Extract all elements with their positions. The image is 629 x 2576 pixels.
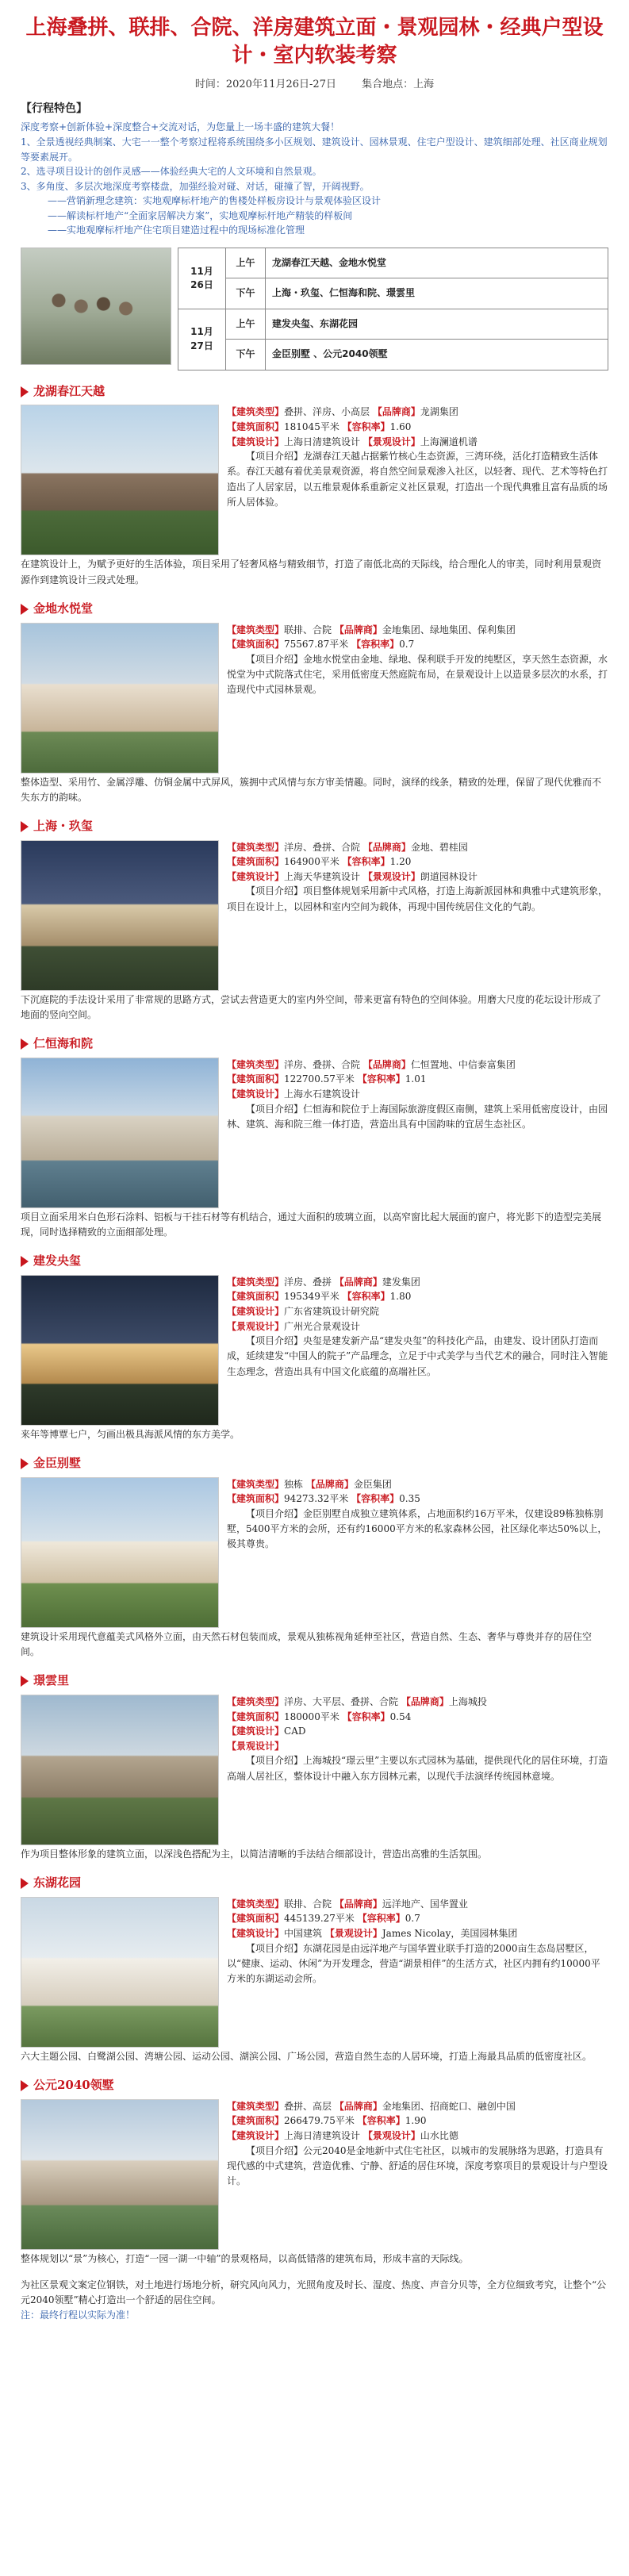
project-intro: 【项目介绍】仁恒海和院位于上海国际旅游度假区南侧，建筑上采用低密度设计，由园林、建筑、海和院三维一体打造，营造出具有中国韵味的宜居生态社区。 — [227, 1103, 608, 1130]
info-key: 【品牌商】 — [334, 1276, 382, 1288]
info-line — [227, 1289, 608, 1304]
page-title: 上海叠拼、联排、合院、洋房建筑立面・景观园林・经典户型设计・室内软装考察 — [25, 16, 604, 68]
project-more: 建筑设计采用现代意蕴美式风格外立面，由天然石材包装而成，景观从独栋视角延伸至社区，营造自然、生态、奢华与尊贵并存的居住空间。 — [21, 1630, 593, 1658]
project-body — [21, 405, 608, 555]
info-key: 【建筑设计】 — [227, 1726, 285, 1737]
project-more: 作为项目整体形象的建筑立面，以深浅色搭配为主，以简洁清晰的手法结合细部设计，营造出高雅的生活氛围。 — [21, 1848, 488, 1860]
info-value: 445139.27平米 — [284, 1913, 355, 1925]
project-section — [21, 818, 608, 1023]
info-key: 【建筑类型】 — [227, 1898, 285, 1910]
info-value: 1.01 — [405, 1073, 427, 1085]
info-key: 【建筑设计】 — [227, 436, 285, 447]
project-info — [227, 840, 608, 991]
info-line — [227, 1724, 608, 1739]
group-photo — [21, 248, 171, 365]
schedule-row — [178, 278, 608, 309]
project-name: 仁恒海和院 — [33, 1036, 94, 1051]
info-key: 【建筑面积】 — [227, 1493, 285, 1505]
project-name: 东湖花园 — [33, 1875, 82, 1891]
project-body — [21, 1695, 608, 1845]
project-heading — [21, 1455, 608, 1472]
info-value: 75567.87平米 — [284, 639, 349, 651]
info-line — [227, 840, 608, 855]
info-key: 【建筑设计】 — [227, 870, 285, 882]
schedule-text: 金臣别墅 、公元2040领墅 — [266, 340, 608, 370]
info-value: 金地集团、招商蛇口、融创中国 — [382, 2100, 516, 2112]
info-key: 【建筑面积】 — [227, 639, 285, 651]
info-line — [227, 435, 608, 450]
info-value: 朗道园林设计 — [420, 870, 478, 882]
info-line — [227, 1087, 608, 1102]
project-body — [21, 1275, 608, 1426]
project-more: 六大主题公园、白鹭湖公园、湾塘公园、运动公园、湖滨公园、广场公园，营造自然生态的人居环境，打造上海最具品质的低密度社区。 — [21, 2050, 593, 2062]
project-heading — [21, 1253, 608, 1270]
info-value: 山水比德 — [420, 2130, 458, 2142]
info-value: 洋房、叠拼、合院 — [284, 841, 361, 853]
info-key: 【容积率】 — [342, 420, 390, 432]
project-name: 金地水悦堂 — [33, 601, 94, 616]
info-value: 叠拼、洋房、小高层 — [284, 406, 370, 418]
info-key: 【建筑类型】 — [227, 841, 285, 853]
info-key: 【建筑类型】 — [227, 624, 285, 635]
info-key: 【品牌商】 — [362, 841, 411, 853]
info-line — [227, 1897, 608, 1912]
project-body — [21, 1897, 608, 2048]
project-info — [227, 623, 608, 774]
schedule-text: 上海・玖玺、仁恒海和院、璟雲里 — [266, 278, 608, 309]
info-key: 【景观设计】 — [362, 870, 420, 882]
info-key: 【容积率】 — [357, 1073, 405, 1085]
info-line — [227, 1058, 608, 1073]
project-photo — [21, 1695, 219, 1845]
project-photo — [21, 623, 219, 774]
info-line — [227, 420, 608, 435]
place-label: 集合地点：上海 — [362, 79, 435, 91]
project-name: 上海・玖玺 — [33, 818, 94, 833]
project-section — [21, 383, 608, 588]
info-value: 远洋地产、国华置业 — [382, 1898, 468, 1910]
project-body — [21, 1477, 608, 1628]
project-section — [21, 1875, 608, 2064]
info-value: 266479.75平米 — [284, 2115, 355, 2127]
info-value: 联排、合院 — [284, 624, 332, 635]
info-key: 【景观设计】 — [227, 1320, 285, 1332]
project-info — [227, 1695, 608, 1845]
info-key: 【容积率】 — [351, 1493, 400, 1505]
project-heading — [21, 1672, 608, 1690]
schedule-slot: 下午 — [226, 278, 266, 309]
footer-line: 为社区景观文案定位钢铁，对土地进行场地分析，研究风向风力，光照角度及时长、湿度、热度、声音分贝等，全方位细致考究，让整个“公元2040领墅”精心打造出一个舒适的居住空间。 — [21, 2279, 607, 2306]
info-value: 金地、碧桂园 — [410, 841, 468, 853]
project-intro: 【项目介绍】上海城投“璟云里”主要以东式园林为基础，提供现代化的居住环境，打造高端人居社区，整体设计中融入东方园林元素，以现代手法演绎传统园林意境。 — [227, 1755, 608, 1782]
schedule-row — [178, 248, 608, 278]
schedule-date: 11月27日 — [178, 309, 226, 370]
project-name: 公元2040领墅 — [33, 2078, 114, 2093]
info-key: 【景观设计】 — [362, 2130, 420, 2142]
project-photo — [21, 1897, 219, 2048]
project-more: 整体规划以“景”为核心，打造“一园一湖一中轴”的景观格局，以高低错落的建筑布局，形成丰富的天际线。 — [21, 2252, 469, 2264]
info-key: 【景观设计】 — [227, 1740, 285, 1752]
feature-line: 2、选寻项目设计的创作灵感——体验经典大宅的人文环境和自然景观。 — [21, 166, 322, 178]
info-key: 【景观设计】 — [324, 1928, 382, 1940]
info-value: 龙湖集团 — [420, 406, 458, 418]
project-heading — [21, 383, 608, 401]
info-line — [227, 1304, 608, 1319]
info-key: 【建筑类型】 — [227, 1695, 285, 1707]
info-value: CAD — [284, 1726, 306, 1737]
project-info — [227, 1275, 608, 1426]
triangle-bullet-icon — [21, 604, 29, 615]
project-body — [21, 840, 608, 991]
info-line — [227, 2113, 608, 2129]
info-line — [227, 1710, 608, 1725]
project-photo — [21, 1058, 219, 1208]
info-value: 上海水石建筑设计 — [284, 1088, 361, 1100]
project-name: 龙湖春江天越 — [33, 383, 105, 398]
info-line — [227, 1477, 608, 1492]
project-heading — [21, 818, 608, 835]
info-value: 仁恒置地、中信泰富集团 — [410, 1058, 516, 1070]
info-value: 洋房、叠拼、合院 — [284, 1058, 361, 1070]
hero-row — [21, 248, 608, 370]
meta-line — [21, 78, 608, 93]
project-body — [21, 2099, 608, 2250]
info-key: 【景观设计】 — [362, 436, 420, 447]
project-info — [227, 1897, 608, 2048]
info-line — [227, 1911, 608, 1926]
info-value: 122700.57平米 — [284, 1073, 355, 1085]
info-line — [227, 637, 608, 652]
project-section — [21, 1253, 608, 1442]
project-photo — [21, 1275, 219, 1426]
info-key: 【品牌商】 — [362, 1058, 411, 1070]
project-info — [227, 1058, 608, 1208]
info-value: 0.54 — [389, 1710, 412, 1722]
info-value: 金地集团、绿地集团、保利集团 — [382, 624, 516, 635]
info-value: 0.7 — [399, 639, 415, 651]
project-name: 建发央玺 — [33, 1253, 82, 1269]
info-line — [227, 1926, 608, 1941]
info-key: 【建筑设计】 — [227, 1928, 285, 1940]
info-value: 叠拼、高层 — [284, 2100, 332, 2112]
project-info — [227, 1477, 608, 1628]
project-photo — [21, 840, 219, 991]
info-key: 【容积率】 — [342, 1710, 390, 1722]
info-key: 【容积率】 — [342, 1291, 390, 1303]
info-value: 广东省建筑设计研究院 — [284, 1306, 380, 1318]
info-value: 上海日清建筑设计 — [284, 436, 361, 447]
info-key: 【建筑设计】 — [227, 1306, 285, 1318]
info-key: 【建筑类型】 — [227, 406, 285, 418]
project-info — [227, 2099, 608, 2250]
info-value: 中国建筑 — [284, 1928, 323, 1940]
schedule-text: 龙湖春江天越、金地水悦堂 — [266, 248, 608, 278]
project-section — [21, 1455, 608, 1660]
info-value: 1.20 — [389, 856, 412, 868]
schedule-slot: 下午 — [226, 340, 266, 370]
feature-line: 1、全景透视经典制案、大宅一一整个考察过程将系统围绕多小区规划、建筑设计、园林景观、住宅户型设计、建筑细部处理、社区商业规划等要素展开。 — [21, 136, 608, 163]
triangle-bullet-icon — [21, 1256, 29, 1267]
info-key: 【建筑设计】 — [227, 1088, 285, 1100]
info-key: 【容积率】 — [342, 856, 390, 868]
schedule-row — [178, 309, 608, 339]
info-line — [227, 405, 608, 420]
info-key: 【品牌商】 — [305, 1478, 354, 1490]
footer-note: 注：最终行程以实际为准！ — [21, 2309, 136, 2321]
schedule-row — [178, 340, 608, 370]
project-more: 整体造型、采用竹、金属浮雕、仿铜金属中式屏风，簇拥中式风情与东方审美情趣。同时，演绎的线条，精致的处理，保留了现代优雅而不失东方的韵味。 — [21, 776, 602, 803]
info-value: James Nicolay，美国园林集团 — [382, 1928, 518, 1940]
project-more: 项目立面采用米白色形石涂料、铝板与干挂石材等有机结合，通过大面积的玻璃立面，以高窄窗比起大展面的窗户，将光影下的造型完美展现，同时选择精致的立面细部处理。 — [21, 1211, 602, 1238]
info-key: 【品牌商】 — [401, 1695, 449, 1707]
project-photo — [21, 1477, 219, 1628]
info-key: 【建筑面积】 — [227, 1913, 285, 1925]
feature-line: ——营销新理念建筑：实地观摩标杆地产的售楼处样板房设计与景观体验区设计 — [48, 195, 382, 207]
project-section — [21, 1035, 608, 1240]
project-intro: 【项目介绍】公元2040是金地新中式住宅社区，以城市的发展脉络为思路，打造具有现代感的中式建筑，营造优雅、宁静、舒适的居住环境，深度考察项目的景观设计与户型设计。 — [227, 2144, 608, 2186]
info-value: 洋房、大平层、叠拼、合院 — [284, 1695, 399, 1707]
project-intro: 【项目介绍】金臣别墅自成独立建筑体系，占地面积约16万平米，仅建设89栋独栋别墅，5400平方米的会所，还有约16000平方米的私家森林公园，社区绿化率达50%以上，极其尊贵。 — [227, 1508, 608, 1550]
info-key: 【建筑类型】 — [227, 1276, 285, 1288]
triangle-bullet-icon — [21, 386, 29, 397]
project-name: 璟雲里 — [33, 1673, 70, 1688]
info-value: 建发集团 — [382, 1276, 420, 1288]
info-value: 1.60 — [389, 420, 412, 432]
info-key: 【品牌商】 — [334, 2100, 382, 2112]
info-key: 【建筑类型】 — [227, 2100, 285, 2112]
info-line — [227, 1319, 608, 1334]
info-key: 【容积率】 — [351, 639, 400, 651]
info-line — [227, 623, 608, 638]
schedule-slot: 上午 — [226, 309, 266, 339]
triangle-bullet-icon — [21, 1038, 29, 1050]
info-value: 180000平米 — [284, 1710, 339, 1722]
info-key: 【建筑面积】 — [227, 2115, 285, 2127]
project-intro: 【项目介绍】东湖花园是由远洋地产与国华置业联手打造的2000亩生态岛居墅区，以“健康、运动、休闲”为开发理念，营造“湖景相伴”的生活方式，社区内拥有约10000平方米的东湖运动会所。 — [227, 1942, 600, 1985]
info-value: 联排、合院 — [284, 1898, 332, 1910]
info-value: 94273.32平米 — [284, 1493, 349, 1505]
project-intro: 【项目介绍】央玺是建发新产品“建发央玺”的科技化产品，由建发、设计团队打造而成，延续建发“中国人的院子”产品理念，立足于中式美学与当代艺术的融合，同时注入智能生态理念，营造出具有中国文化底蕴的高端社区。 — [227, 1335, 608, 1377]
info-line — [227, 1739, 608, 1754]
info-key: 【建筑面积】 — [227, 1710, 285, 1722]
info-value: 洋房、叠拼 — [284, 1276, 332, 1288]
project-intro: 【项目介绍】金地水悦堂由金地、绿地、保利联手开发的纯墅区，享天然生态资源，水悦堂为中式院落式住宅，采用低密度天然庭院布局，在景观设计上以造景多层次的水系，打造现代中式园林景观。 — [227, 653, 608, 696]
info-value: 0.7 — [405, 1913, 420, 1925]
feature-line: ——实地观摩标杆地产住宅项目建造过程中的现场标准化管理 — [48, 225, 305, 236]
time-label: 时间：2020年11月26日-27日 — [194, 79, 336, 91]
info-key: 【品牌商】 — [334, 1898, 382, 1910]
info-key: 【品牌商】 — [334, 624, 382, 635]
schedule-date: 11月26日 — [178, 248, 226, 309]
triangle-bullet-icon — [21, 1878, 29, 1889]
info-value: 上海澜道机谱 — [420, 436, 478, 447]
feature-line: ——解读标杆地产“全面家居解决方案”，实地观摩标杆地产精装的样板间 — [48, 209, 353, 221]
feature-line: 3、多角度、多层次地深度考察楼盘，加强经验对碰、对话，碰撞了智，开阔视野。 — [21, 180, 370, 192]
project-section — [21, 2077, 608, 2267]
schedule-table — [178, 248, 608, 370]
project-heading — [21, 1035, 608, 1053]
schedule-slot: 上午 — [226, 248, 266, 278]
project-more: 在建筑设计上，为赋予更好的生活体验，项目采用了轻奢风格与精致细节，打造了南低北高的天际线，给合理化人的审美，同时利用景观资源作到建筑设计三段式处理。 — [21, 559, 602, 585]
info-value: 上海日清建筑设计 — [284, 2130, 361, 2142]
info-value: 195349平米 — [284, 1291, 339, 1303]
triangle-bullet-icon — [21, 821, 29, 832]
info-value: 广州光合景观设计 — [284, 1320, 361, 1332]
info-line — [227, 1695, 608, 1710]
info-key: 【建筑面积】 — [227, 420, 285, 432]
info-line — [227, 854, 608, 870]
feature-line: 深度考察+创新体验+深度整合+交流对话，为您量上一场丰盛的建筑大餐！ — [21, 121, 340, 133]
project-info — [227, 405, 608, 555]
project-intro: 【项目介绍】项目整体规划采用新中式风格，打造上海新派园林和典雅中式建筑形象，项目在设计上，以园林和室内空间为载体，再现中国传统居住文化的气韵。 — [227, 885, 608, 912]
project-photo — [21, 405, 219, 555]
info-value: 1.80 — [389, 1291, 412, 1303]
info-key: 【建筑类型】 — [227, 1478, 285, 1490]
info-key: 【建筑面积】 — [227, 1291, 285, 1303]
info-key: 【建筑面积】 — [227, 1073, 285, 1085]
project-photo — [21, 2099, 219, 2250]
triangle-bullet-icon — [21, 2080, 29, 2091]
project-heading — [21, 1875, 608, 1892]
project-heading — [21, 601, 608, 618]
info-value: 上海城投 — [448, 1695, 487, 1707]
triangle-bullet-icon — [21, 1458, 29, 1469]
info-line — [227, 1072, 608, 1087]
info-key: 【建筑类型】 — [227, 1058, 285, 1070]
info-key: 【品牌商】 — [372, 406, 420, 418]
project-section — [21, 601, 608, 805]
triangle-bullet-icon — [21, 1676, 29, 1687]
project-name: 金臣别墅 — [33, 1456, 82, 1471]
info-key: 【容积率】 — [357, 1913, 405, 1925]
features-title: 【行程特色】 — [21, 102, 87, 116]
info-value: 1.90 — [405, 2115, 427, 2127]
info-line — [227, 1275, 608, 1290]
info-key: 【建筑面积】 — [227, 856, 285, 868]
info-line — [227, 870, 608, 885]
info-line — [227, 2099, 608, 2114]
info-line — [227, 2129, 608, 2144]
info-value: 上海天华建筑设计 — [284, 870, 361, 882]
info-value: 独栋 — [284, 1478, 304, 1490]
info-value: 0.35 — [399, 1493, 420, 1505]
project-more: 来年等博覃七户，匀画出极具海派风情的东方美学。 — [21, 1428, 240, 1440]
info-line — [227, 1491, 608, 1507]
schedule-text: 建发央玺、东湖花园 — [266, 309, 608, 339]
info-key: 【容积率】 — [357, 2115, 405, 2127]
project-more: 下沉庭院的手法设计采用了非常规的思路方式，尝试去营造更大的室内外空间，带来更富有特色的空间体验。用磨大尺度的花坛设计形成了地面的竖向空间。 — [21, 993, 602, 1020]
project-heading — [21, 2077, 608, 2094]
footer — [21, 2278, 608, 2324]
info-key: 【建筑设计】 — [227, 2130, 285, 2142]
info-value: 164900平米 — [284, 856, 339, 868]
info-value: 金臣集团 — [353, 1478, 392, 1490]
project-intro: 【项目介绍】龙湖春江天越占据紫竹核心生态资源，三湾环绕，活化打造精致生活体系。春江天越有着优美景观资源，将自然空间景观渗入社区，以轻奢、现代、艺术等特色打造出了人居家居，以五维景观体系重新定义社区景观，打造出一个现代典雅且富有品质的场所人居体验。 — [227, 451, 608, 508]
project-body — [21, 623, 608, 774]
project-body — [21, 1058, 608, 1208]
info-value: 181045平米 — [284, 420, 339, 432]
project-section — [21, 1672, 608, 1862]
